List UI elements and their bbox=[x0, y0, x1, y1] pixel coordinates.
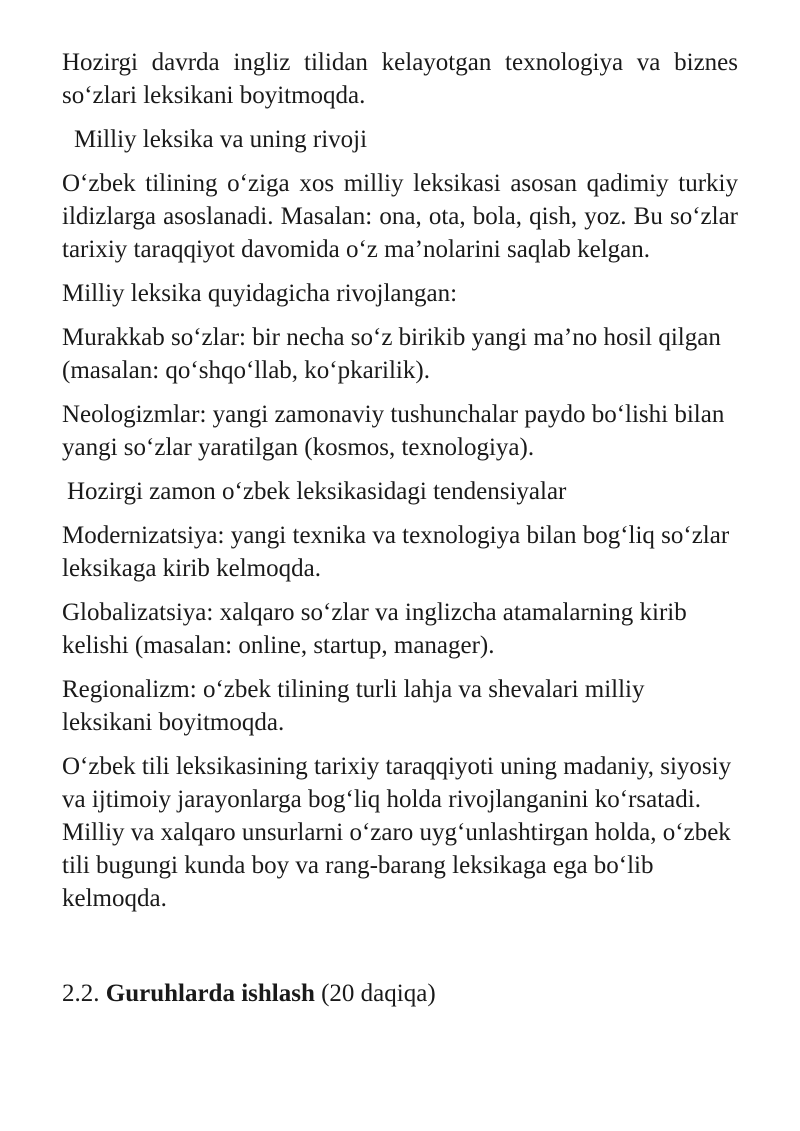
section-number: 2.2. bbox=[62, 980, 100, 1007]
paragraph-national-lexicon: O‘zbek tilining o‘ziga xos milliy leksikasi asosan qadimiy turkiy ildizlarga asoslanadi. Masalan: ona, ota, bola, qish, yoz. Bu so‘zlar tarixiy taraqqiyot davomida o‘z ma’nolarini saqlab kelgan. bbox=[62, 170, 738, 263]
paragraph-compound-words: Murakkab so‘zlar: bir necha so‘z birikib yangi ma’no hosil qilgan (masalan: qo‘shqo‘llab, ko‘pkarilik). bbox=[62, 324, 721, 384]
section-duration: (20 daqiqa) bbox=[321, 980, 436, 1007]
paragraph-globalization: Globalizatsiya: xalqaro so‘zlar va inglizcha atamalarning kirib kelishi (masalan: online, startup, manager). bbox=[62, 599, 687, 659]
section-heading bbox=[62, 977, 738, 1010]
paragraph-conclusion: O‘zbek tili leksikasining tarixiy taraqqiyoti uning madaniy, siyosiy va ijtimoiy jarayonlarga bog‘liq holda rivojlanganini ko‘rsatadi. Milliy va xalqaro unsurlarni o‘zaro uyg‘unlashtirgan holda, o‘zbek tili bugungi kunda boy va rang-barang leksikaga ega bo‘lib kelmoqda. bbox=[62, 753, 732, 912]
section-title: Guruhlarda ishlash bbox=[105, 980, 315, 1007]
paragraph-development-intro: Milliy leksika quyidagicha rivojlangan: bbox=[62, 280, 458, 307]
paragraph-neologisms: Neologizmlar: yangi zamonaviy tushunchalar paydo bo‘lishi bilan yangi so‘zlar yaratilgan (kosmos, texnologiya). bbox=[62, 401, 725, 461]
paragraph-regionalism: Regionalizm: o‘zbek tilining turli lahja va shevalari milliy leksikani boyitmoqda. bbox=[62, 676, 645, 736]
subheading-modern-tendencies: Hozirgi zamon o‘zbek leksikasidagi tendensiyalar bbox=[67, 478, 567, 505]
paragraph-intro: Hozirgi davrda ingliz tilidan kelayotgan texnologiya va biznes so‘zlari leksikani boyitmoqda. bbox=[62, 49, 738, 109]
subheading-national-lexicon: Milliy leksika va uning rivoji bbox=[74, 126, 368, 153]
paragraph-modernization: Modernizatsiya: yangi texnika va texnologiya bilan bog‘liq so‘zlar leksikaga kirib kelmoqda. bbox=[62, 522, 730, 582]
